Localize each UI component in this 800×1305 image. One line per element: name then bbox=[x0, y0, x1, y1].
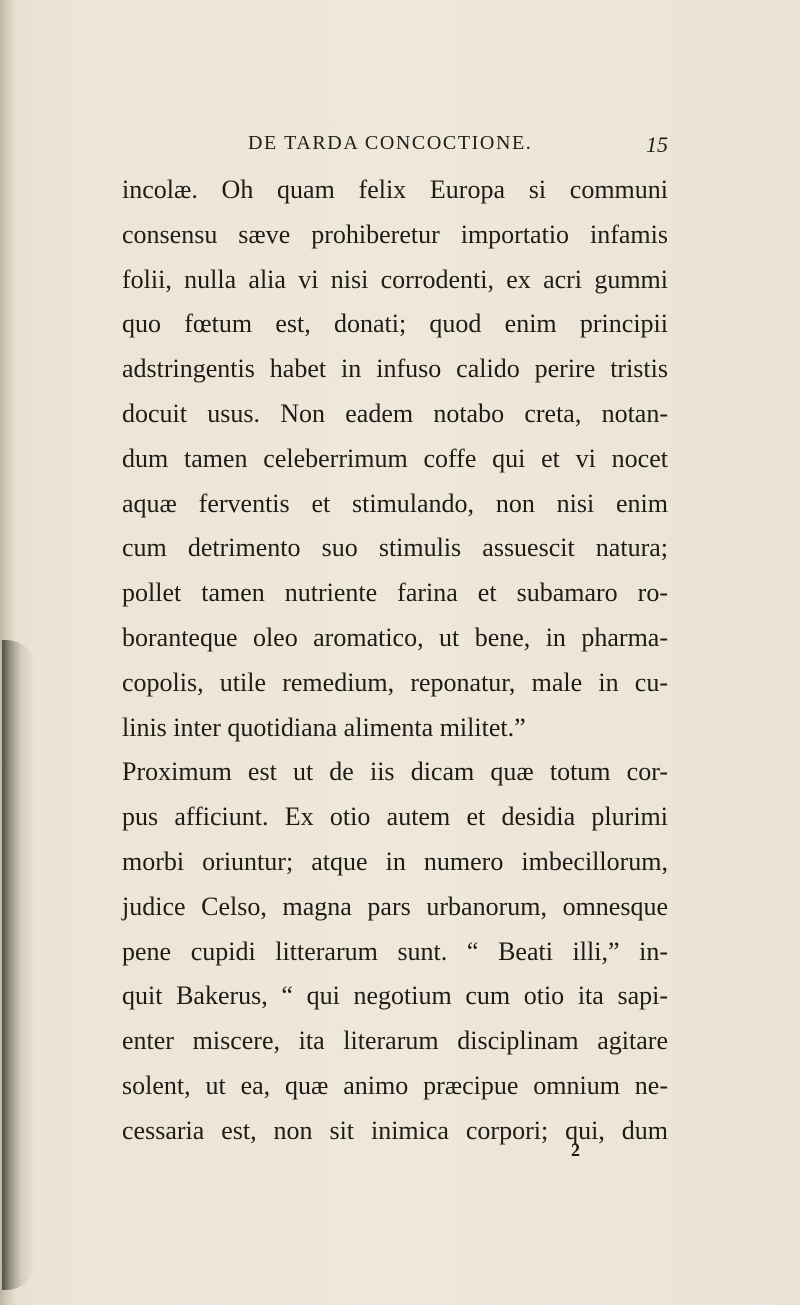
text-line: aquæ ferventis et stimulando, non nisi enim bbox=[122, 488, 668, 518]
text-line: adstringentis habet in infuso calido perire tristis bbox=[122, 354, 668, 384]
text-line: Proximum est ut de iis dicam quæ totum cor- bbox=[122, 757, 668, 787]
running-head bbox=[248, 132, 668, 162]
signature-mark: 2 bbox=[571, 1140, 580, 1160]
running-title: DE TARDA CONCOCTIONE. bbox=[248, 132, 533, 154]
text-line: folii, nulla alia vi nisi corrodenti, ex acri gummi bbox=[122, 264, 668, 294]
binding-edge-mark bbox=[2, 640, 36, 1290]
body-text bbox=[122, 168, 668, 1154]
text-line: quo fœtum est, donati; quod enim principii bbox=[122, 309, 668, 339]
text-line: judice Celso, magna pars urbanorum, omnesque bbox=[122, 891, 668, 921]
text-line: pus afficiunt. Ex otio autem et desidia plurimi bbox=[122, 802, 668, 832]
text-line: cum detrimento suo stimulis assuescit natura; bbox=[122, 533, 668, 563]
text-line: docuit usus. Non eadem notabo creta, notan- bbox=[122, 398, 668, 428]
text-line: quit Bakerus, “ qui negotium cum otio ita sapi- bbox=[122, 981, 668, 1011]
text-line: boranteque oleo aromatico, ut bene, in pharma- bbox=[122, 622, 668, 652]
text-line: enter miscere, ita literarum disciplinam agitare bbox=[122, 1026, 668, 1056]
text-line: pene cupidi litterarum sunt. “ Beati illi,” in- bbox=[122, 936, 668, 966]
text-line: pollet tamen nutriente farina et subamaro ro- bbox=[122, 578, 668, 608]
text-line: dum tamen celeberrimum coffe qui et vi nocet bbox=[122, 443, 668, 473]
text-line: consensu sæve prohiberetur importatio infamis bbox=[122, 219, 668, 249]
text-line: incolæ. Oh quam felix Europa si communi bbox=[122, 175, 668, 204]
text-line: solent, ut ea, quæ animo præcipue omnium ne- bbox=[122, 1070, 668, 1100]
text-line: cessaria est, non sit inimica corpori; qui, dum bbox=[122, 1115, 668, 1145]
text-line: morbi oriuntur; atque in numero imbecillorum, bbox=[122, 846, 668, 876]
text-line: copolis, utile remedium, reponatur, male in cu- bbox=[122, 667, 668, 697]
text-line: linis inter quotidiana alimenta militet.” bbox=[122, 712, 526, 742]
page-number: 15 bbox=[646, 132, 668, 157]
